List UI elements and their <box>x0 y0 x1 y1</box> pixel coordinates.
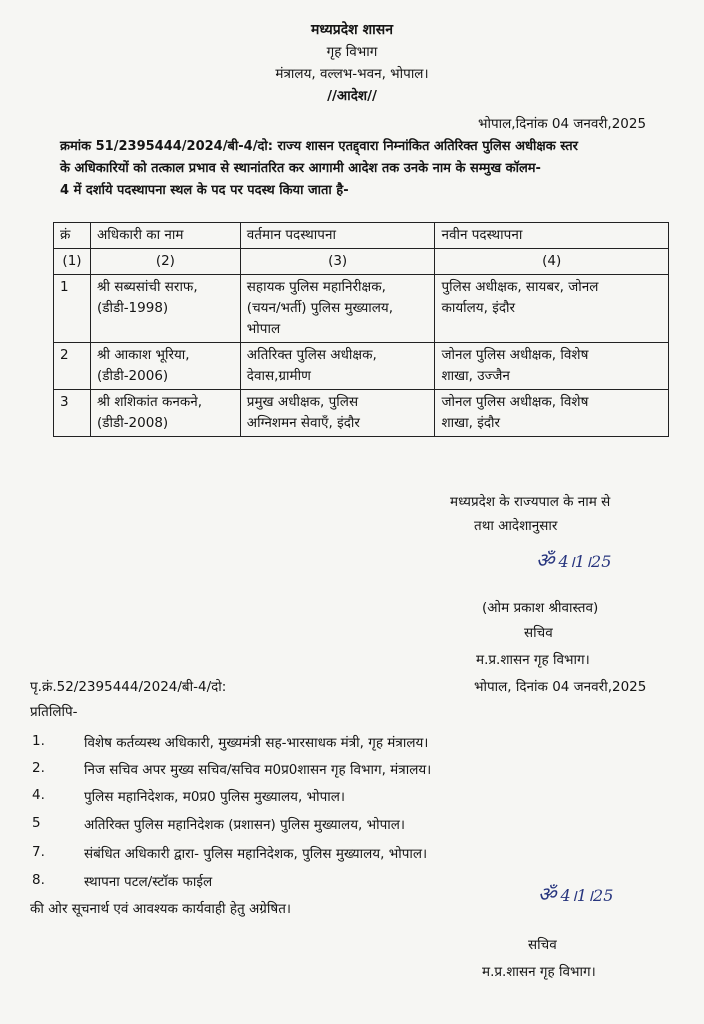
office-address: मंत्रालय, वल्लभ-भवन, भोपाल। <box>275 66 429 82</box>
row-officer: श्री शशिकांत कनकने, (डीडी-2008) <box>90 390 240 437</box>
copy-heading: प्रतिलिपि- <box>30 704 78 720</box>
order-number: क्रमांक 51/2395444/2024/बी-4/दो: <box>60 139 273 154</box>
row-current-posting: सहायक पुलिस महानिरीक्षक, (चयन/भर्ती) पुलिस मुख्यालय, भोपाल <box>240 275 435 343</box>
copy-signatory-department: म.प्र.शासन गृह विभाग। <box>482 964 596 980</box>
row-sno: 3 <box>54 390 91 437</box>
authority-line-2: तथा आदेशानुसार <box>474 518 558 534</box>
table-row <box>54 275 669 343</box>
copy-reference-number: पृ.क्रं.52/2395444/2024/बी-4/दो: <box>30 679 227 695</box>
row-new-posting: जोनल पुलिस अधीक्षक, विशेष शाखा, इंदौर <box>435 390 669 437</box>
copy-closing: की ओर सूचनार्थ एवं आवश्यक कार्यवाही हेतु अग्रेषित। <box>30 901 292 917</box>
signatory-name: (ओम प्रकाश श्रीवास्तव) <box>482 600 599 616</box>
header-officer-name: अधिकारी का नाम <box>90 223 240 249</box>
row-officer: श्री आकाश भूरिया, (डीडी-2006) <box>90 343 240 390</box>
department-name: गृह विभाग <box>326 44 378 60</box>
row-sno: 1 <box>54 275 91 343</box>
secretary-signature: ॐ 4।1।25 <box>536 548 612 572</box>
copy-place-date: भोपाल, दिनांक 04 जनवरी,2025 <box>474 679 647 695</box>
row-current-posting: अतिरिक्त पुलिस अधीक्षक, देवास,ग्रामीण <box>240 343 435 390</box>
row-current-posting: प्रमुख अधीक्षक, पुलिस अग्निशमन सेवाएँ, इंदौर <box>240 390 435 437</box>
table-header-row <box>54 223 669 249</box>
row-sno: 2 <box>54 343 91 390</box>
government-title: मध्यप्रदेश शासन <box>311 22 393 38</box>
row-new-posting: जोनल पुलिस अधीक्षक, विशेष शाखा, उज्जैन <box>435 343 669 390</box>
header-new-posting: नवीन पदस्थापना <box>435 223 669 249</box>
order-intro: क्रमांक 51/2395444/2024/बी-4/दो: राज्य शासन एतद्द्वारा निम्नांकित अतिरिक्त पुलिस अधीक्षक स्तर के अधिकारियों को तत्काल प्रभाव से स्थानांतरित कर आगामी आदेश तक उनके नाम के सम्मुख कॉलम- 4 में दर्शाये पदस्थापना स्थल के पद पर पदस्थ किया जाता है- <box>60 139 578 198</box>
row-new-posting: पुलिस अधीक्षक, सायबर, जोनल कार्यालय, इंदौर <box>435 275 669 343</box>
copy-signatory-designation: सचिव <box>528 937 557 953</box>
row-officer: श्री सब्यसांची सराफ, (डीडी-1998) <box>90 275 240 343</box>
table-column-number-row: (1) (2) (3) (4) <box>54 249 669 275</box>
signatory-department: म.प्र.शासन गृह विभाग। <box>476 652 590 668</box>
order-place-date: भोपाल,दिनांक 04 जनवरी,2025 <box>478 116 647 132</box>
table-row <box>54 343 669 390</box>
copy-signature: ॐ 4।1।25 <box>538 882 614 906</box>
authority-line-1: मध्यप्रदेश के राज्यपाल के नाम से <box>450 494 611 510</box>
header-sno: क्रं <box>54 223 91 249</box>
transfer-table <box>53 222 669 437</box>
header-current-posting: वर्तमान पदस्थापना <box>240 223 435 249</box>
signatory-designation: सचिव <box>524 625 553 641</box>
order-heading: //आदेश// <box>327 88 377 104</box>
table-row <box>54 390 669 437</box>
